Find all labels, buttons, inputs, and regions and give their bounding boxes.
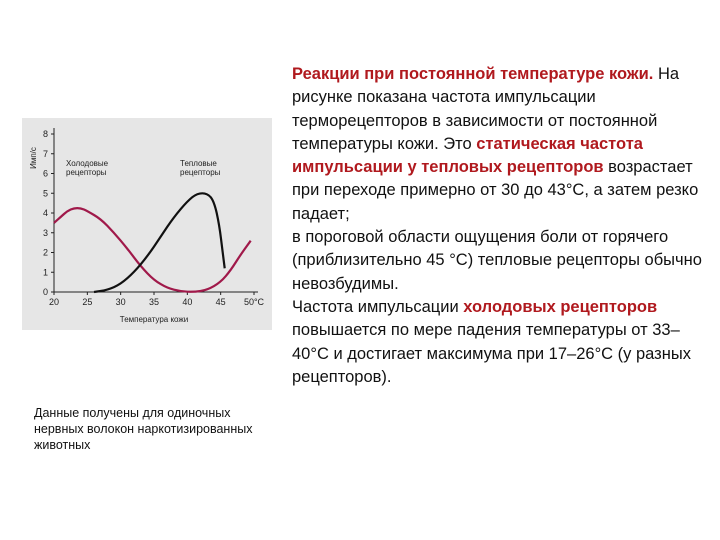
p1-text-b: возрастает при переходе примерно от 30 до 43°С, а затем резко падает; bbox=[292, 158, 699, 223]
y-tick-label: 2 bbox=[42, 247, 48, 258]
x-tick-label: 40 bbox=[182, 297, 193, 307]
paragraph-1 bbox=[292, 63, 704, 226]
legend-warm-receptors bbox=[180, 159, 221, 177]
y-tick-label: 3 bbox=[42, 227, 48, 238]
receptor-chart bbox=[22, 118, 272, 330]
x-tick-label: 45 bbox=[215, 297, 226, 307]
x-tick-label: 20 bbox=[48, 297, 60, 307]
y-tick-label: 7 bbox=[42, 148, 48, 159]
paragraph-2: в пороговой области ощущения боли от горячего (приблизительно 45 °С) тепловые рецепторы обычно невозбудимы. bbox=[292, 228, 702, 293]
legend-word: Холодовые bbox=[66, 159, 109, 168]
p1-text-a: На рисунке показана частота импульсации терморецепторов в зависимости от постоянной температуры кожи. Это bbox=[292, 65, 680, 153]
p3-text-b: повышается по мере падения температуры от 33–40°С и достигает максимума при 17–26°С (у разных рецепторов). bbox=[292, 321, 691, 386]
figure-caption bbox=[34, 405, 269, 453]
main-text bbox=[292, 63, 704, 389]
x-tick-label: 30 bbox=[115, 297, 126, 307]
legend-word: Тепловые bbox=[180, 159, 217, 168]
heading-constant-temperature: Реакции при постоянной температуре кожи. bbox=[292, 65, 654, 83]
y-tick-label: 6 bbox=[42, 168, 48, 179]
y-tick-label: 0 bbox=[42, 287, 48, 297]
paragraph-3 bbox=[292, 296, 704, 389]
x-tick-label: 25 bbox=[82, 297, 93, 307]
series-warm-receptors-line bbox=[94, 193, 225, 292]
caption-text: Данные получены для одиночных нервных волокон наркотизированных животных bbox=[34, 406, 253, 452]
chart-canvas bbox=[22, 118, 272, 330]
legend-cold-receptors bbox=[66, 159, 109, 177]
legend-word: рецепторы bbox=[180, 168, 221, 177]
y-tick-label: 4 bbox=[42, 208, 48, 218]
x-axis-label: Температура кожи bbox=[119, 315, 189, 324]
y-tick-label: 1 bbox=[42, 267, 48, 278]
highlight-static-frequency: статическая частота импульсации у тепловых рецепторов bbox=[292, 134, 643, 177]
highlight-cold-receptors: холодовых рецепторов bbox=[463, 297, 658, 316]
p3-text-a: Частота импульсации bbox=[292, 297, 464, 316]
y-tick-label: 5 bbox=[42, 188, 48, 199]
y-tick-label: 8 bbox=[42, 129, 48, 139]
x-tick-label: 50°C bbox=[243, 297, 265, 307]
x-tick-label: 35 bbox=[148, 297, 160, 307]
legend-word: рецепторы bbox=[66, 168, 107, 177]
y-axis-label: Имп/с bbox=[29, 147, 38, 169]
